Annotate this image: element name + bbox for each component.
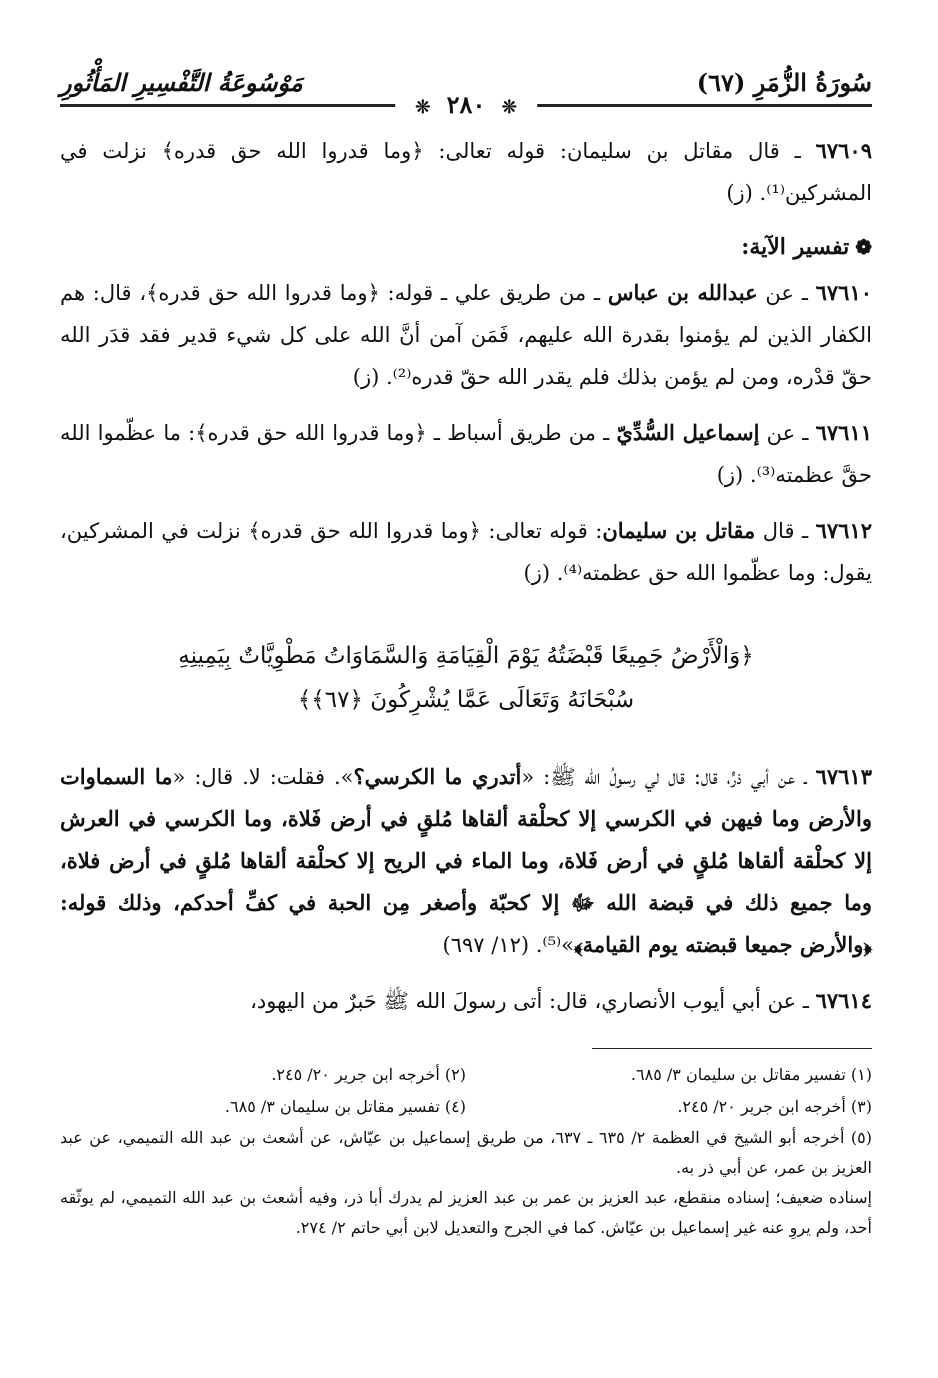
entry-text: ـ عن أبي أيوب الأنصاري، قال: أتى رسولَ الله ﷺ حَبرٌ من اليهود، <box>250 989 816 1013</box>
entry-prefix: ـ عن <box>757 281 816 305</box>
entry-67609 <box>60 130 872 214</box>
narrator-name: عبدالله بن عباس <box>607 280 758 305</box>
footnote-separator <box>592 1048 872 1049</box>
entry-67614 <box>60 980 872 1022</box>
page-number-block <box>395 90 537 119</box>
entry-67612 <box>60 510 872 594</box>
footnote-2: (٢) أخرجه ابن جرير ٢٠/ ٢٤٥. <box>271 1065 466 1084</box>
entry-prefix: ـ عن <box>759 421 816 445</box>
entry-text: ـ من طريق أسباط ـ ﴿وما قدروا الله حق قدره﴾: ما عظّموا الله حقَّ عظمته⁽³⁾. (ز) <box>60 421 872 487</box>
footnote-4: (٤) تفسير مقاتل بن سليمان ٣/ ٦٨٥. <box>224 1097 466 1116</box>
narrator-name: إسماعيل السُّدِّيّ <box>616 420 760 445</box>
footnote-5: (٥) أخرجه أبو الشيخ في العظمة ٢/ ٦٣٥ ـ ٦٣٧، من طريق إسماعيل بن عيّاش، عن أشعث بن عبد الله التميمي، عن عبد العزيز بن عمر، عن أبي ذر به. <box>60 1128 873 1177</box>
entry-prefix: ـ قال <box>755 519 816 543</box>
section-heading <box>60 234 872 260</box>
entry-text: ـ من طريق علي ـ قوله: ﴿وما قدروا الله حق قدره﴾، قال: هم الكفار الذين لم يؤمنوا بقدرة الله عليهم، فَمَن آمن أنَّ الله على كل شيء قدير فقد قدَر الله حقّ قدْره، ومن لم يؤمن بذلك فلم يقدر الله حقّ قدره⁽²⁾. (ز) <box>60 281 872 389</box>
footnote-3: (٣) أخرجه ابن جرير ٢٠/ ٢٤٥. <box>677 1097 872 1116</box>
hadith-quote: أتدري ما الكرسي؟ <box>353 764 522 789</box>
section-label: تفسير الآية: <box>741 234 850 260</box>
entry-number: ٦٧٦٠٩ <box>815 138 872 163</box>
surah-title: سُورَةُ الزُّمَرِ (٦٧) <box>696 68 872 97</box>
star-icon: ❁ <box>855 235 872 259</box>
page-header <box>60 60 872 130</box>
verse-line: ﴿وَالْأَرْضُ جَمِيعًا قَبْضَتُهُ يَوْمَ الْقِيَامَةِ وَالسَّمَاوَاتُ مَطْوِيَّاتٌ بِيَمِينِهِ <box>178 643 754 669</box>
entry-67611 <box>60 412 872 496</box>
entry-67610 <box>60 272 872 398</box>
entry-number: ٦٧٦١٢ <box>815 518 873 543</box>
book-title: مَوْسُوعَةُ التَّفْسِيرِ المَأْثُورِ <box>60 68 303 97</box>
entry-text: : قوله تعالى: ﴿وما قدروا الله حق قدره﴾ نزلت في المشركين، يقول: وما عظّموا الله حق عظمته⁽⁴⁾. (ز) <box>60 519 872 585</box>
page <box>60 60 872 1350</box>
entry-number: ٦٧٦١٤ <box>815 988 872 1013</box>
ornament-icon: ❊ <box>501 97 517 118</box>
verse-line: سُبْحَانَهُ وَتَعَالَى عَمَّا يُشْرِكُونَ ﴿٦٧﴾﴾ <box>297 687 635 713</box>
ornament-icon: ❊ <box>415 97 431 118</box>
entry-prefix: ـ عن أبي ذرٍّ، قال: قال لي رسولُ الله ﷺ: « <box>521 765 816 789</box>
narrator-name: مقاتل بن سليمان <box>602 518 756 543</box>
entry-number: ٦٧٦١٠ <box>815 280 873 305</box>
entry-number: ٦٧٦١١ <box>815 420 873 445</box>
entry-suffix: »⁽⁵⁾. (١٢/ ٦٩٧) <box>442 933 575 957</box>
hadith-quote: ما السماوات والأرض وما فيهن في الكرسي إلا كحلْقة ألقاها مُلقٍ في أرض فَلاة، وما الكرسي في العرش إلا كحلْقة ألقاها مُلقٍ في أرض فَلاة، وما الماء في الريح إلا كحلْقة ألقاها مُلقٍ في أرض فلاة، وما جميع ذلك في قبضة الله ﷻ إلا كحبّة وأصغر مِن الحبة في كفِّ أحدكم، وذلك قوله: ﴿والأرض جميعا قبضته يوم القيامة﴾ <box>60 764 872 957</box>
footnotes-grid <box>60 1059 872 1123</box>
footnote-1: (١) تفسير مقاتل بن سليمان ٣/ ٦٨٥. <box>630 1065 872 1084</box>
page-number: ٢٨٠ <box>446 90 486 119</box>
footnote-5-grading: إسناده ضعيف؛ إسناده منقطع، عبد العزيز بن عمر بن عبد العزيز لم يدرك أبا ذر، وفيه أشعث بن عبد الله التميمي، لم يوثّقه أحد، ولم يروِ عنه غير إسماعيل بن عيّاش. كما في الجرح والتعديل لابن أبي حاتم ٢/ ٢٧٤. <box>60 1188 872 1237</box>
quran-verse <box>60 634 872 722</box>
entry-67613 <box>60 756 872 966</box>
entry-mid: ». فقلت: لا. قال: « <box>172 765 354 789</box>
entry-text: ـ قال مقاتل بن سليمان: قوله تعالى: ﴿وما قدروا الله حق قدره﴾ نزلت في المشركين⁽¹⁾. (ز) <box>60 139 872 205</box>
entry-number: ٦٧٦١٣ <box>815 764 872 789</box>
